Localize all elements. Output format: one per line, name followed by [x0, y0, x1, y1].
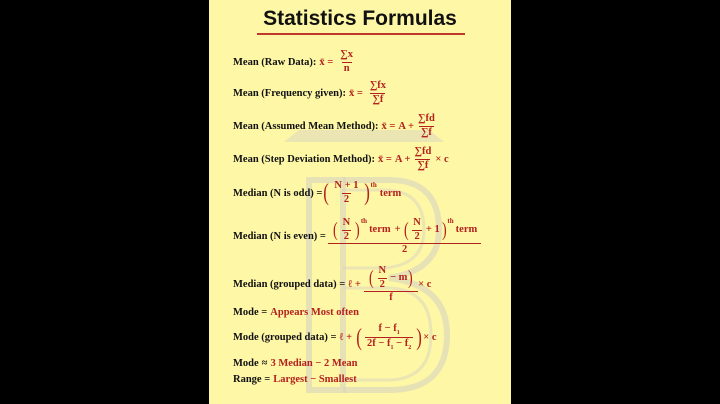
approx-sign: ≈ — [261, 358, 268, 369]
fraction-n-over-2 — [341, 218, 353, 242]
left-paren: ( — [323, 180, 330, 206]
label-median-odd: Median (N is odd) = — [233, 187, 323, 199]
right-paren: ) — [416, 324, 423, 351]
ell-plus: ℓ + — [339, 332, 353, 344]
numerator: ∑fx — [369, 80, 387, 91]
numerator — [330, 218, 479, 243]
fraction-n-over-2 — [376, 266, 388, 290]
numerator — [366, 266, 416, 291]
formula-mean-step — [233, 147, 449, 171]
fraction-sum-fd-over-sum-f — [413, 147, 434, 171]
right-paren: ) — [408, 267, 414, 289]
denominator: 2 — [343, 230, 349, 242]
mode-approx-value: 3 Median − 2 Mean — [270, 358, 358, 369]
fraction-median-even — [330, 218, 479, 256]
formula-mode — [233, 307, 362, 318]
times-c: × c — [423, 332, 437, 344]
denominator: 2 — [379, 278, 385, 290]
a-plus: A + — [398, 120, 415, 132]
label-mean-step: Mean (Step Deviation Method): — [233, 153, 376, 165]
left-paren: ( — [368, 267, 374, 289]
numerator: ∑fd — [418, 113, 435, 124]
formula-mean-assumed — [233, 114, 439, 138]
two-f-minus-f: 2f − f — [367, 338, 391, 350]
numerator: N + 1 — [334, 180, 359, 191]
ell-plus: ℓ + — [348, 279, 361, 291]
label-mode-approx: Mode — [233, 358, 259, 369]
formula-range — [233, 374, 360, 385]
a-plus: A + — [394, 153, 411, 165]
numerator: N — [413, 217, 421, 228]
subscript: 2 — [408, 345, 412, 352]
formula-median-odd — [233, 181, 401, 205]
left-paren: ( — [332, 219, 338, 241]
numerator — [377, 324, 402, 337]
denominator: ∑f — [417, 159, 429, 171]
minus-f: − f — [396, 338, 409, 350]
numerator: N — [342, 217, 351, 228]
term-text: term — [369, 223, 391, 235]
fraction-n-over-2-plus-1 — [411, 218, 423, 242]
fraction-median-grouped — [366, 266, 416, 304]
range-value: Largest − Smallest — [273, 374, 357, 385]
fraction-sum-fx-over-sum-f — [368, 81, 388, 105]
denominator: ∑f — [420, 126, 432, 138]
numerator: N — [378, 265, 387, 276]
label-median-grouped: Median (grouped data) = — [233, 279, 346, 291]
ordinal-th: th — [447, 217, 454, 225]
plus-one: + 1 — [425, 223, 440, 235]
plus-sign: + — [394, 223, 401, 235]
subscript: 1 — [390, 345, 394, 352]
denominator — [365, 337, 413, 351]
label-mean-raw: Mean (Raw Data): — [233, 56, 317, 68]
times-c: × c — [418, 279, 432, 291]
formula-sheet — [209, 0, 511, 404]
fraction-mode-grouped — [365, 324, 413, 351]
mode-value: Appears Most often — [270, 307, 359, 318]
fraction-sum-x-over-n — [338, 50, 355, 74]
label-mode: Mode = — [233, 307, 268, 318]
denominator: 2 — [343, 193, 350, 205]
denominator: f — [364, 291, 418, 304]
formula-median-even — [233, 218, 481, 256]
xbar-symbol: x̄ = — [378, 153, 392, 165]
formula-mean-frequency — [233, 81, 390, 105]
xbar-symbol: x̄ = — [348, 87, 363, 99]
title-underline — [257, 33, 465, 35]
f-minus-f: f − f — [378, 323, 397, 334]
label-mean-frequency: Mean (Frequency given): — [233, 87, 346, 99]
term-text: term — [455, 223, 478, 235]
minus-m: − m — [390, 271, 408, 283]
right-paren: ) — [363, 180, 370, 206]
fraction-sum-fd-over-sum-f — [416, 114, 437, 138]
ordinal-th: th — [370, 181, 377, 189]
denominator: ∑f — [372, 93, 384, 105]
subscript: 1 — [396, 330, 400, 337]
left-paren: ( — [403, 219, 409, 241]
label-range: Range = — [233, 374, 271, 385]
fraction-n-plus-1-over-2 — [332, 181, 360, 205]
right-paren: ) — [441, 219, 447, 241]
left-paren: ( — [356, 324, 362, 351]
numerator: ∑x — [340, 49, 354, 60]
formula-mode-approx — [233, 358, 358, 369]
denominator: 2 — [328, 243, 481, 256]
xbar-symbol: x̄ = — [381, 120, 396, 132]
term-text: term — [379, 187, 402, 199]
label-mode-grouped: Mode (grouped data) = — [233, 332, 337, 344]
denominator: n — [343, 62, 350, 74]
formula-mode-grouped — [233, 324, 437, 351]
label-mean-assumed: Mean (Assumed Mean Method): — [233, 120, 379, 132]
formula-median-grouped — [233, 266, 431, 304]
xbar-symbol: x̄ = — [319, 56, 334, 68]
right-paren: ) — [355, 219, 360, 241]
ordinal-th: th — [360, 217, 368, 225]
formula-mean-raw — [233, 50, 357, 74]
label-median-even: Median (N is even) = — [233, 231, 326, 243]
denominator: 2 — [414, 230, 420, 242]
times-c: × c — [435, 153, 449, 165]
page-title: Statistics Formulas — [263, 7, 457, 30]
numerator: ∑fd — [414, 146, 432, 157]
